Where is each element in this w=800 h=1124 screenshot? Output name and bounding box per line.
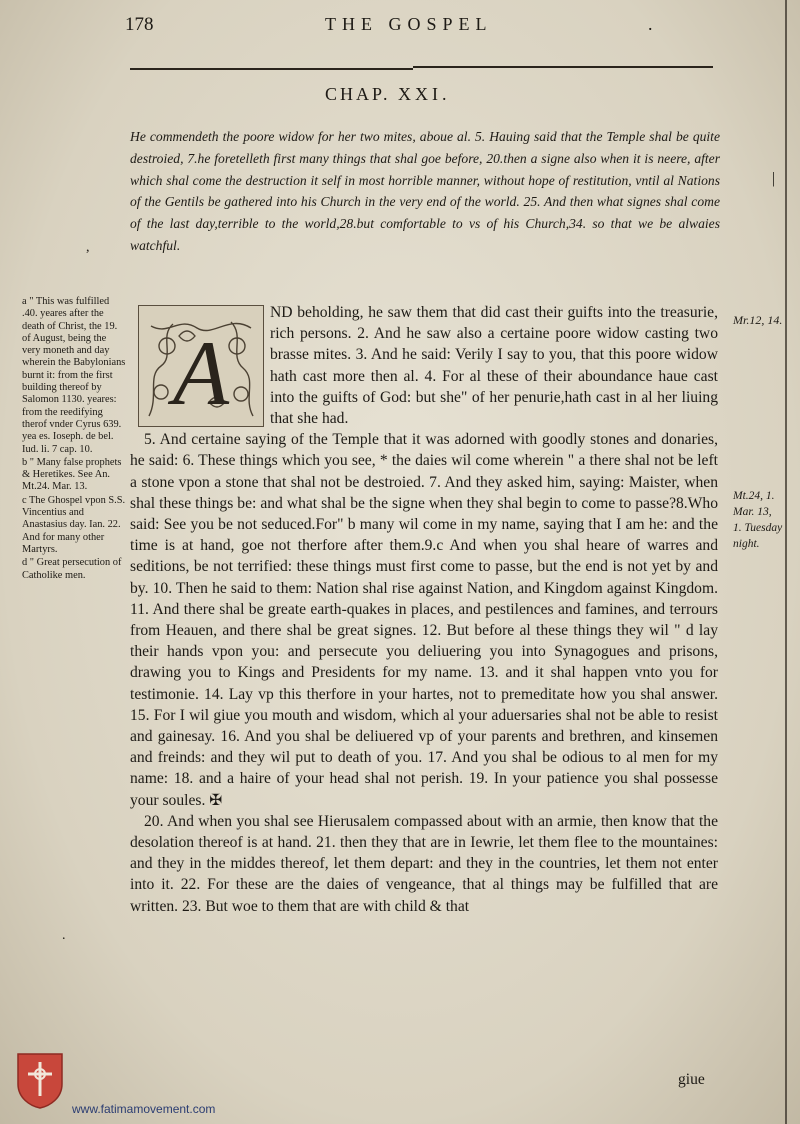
left-margin-notes — [22, 296, 126, 583]
margin-dot: . — [62, 928, 66, 943]
running-title: THE GOSPEL — [325, 14, 493, 34]
page-number: 178 — [125, 14, 154, 35]
footer-url[interactable]: www.fatimamovement.com — [72, 1102, 216, 1116]
verse-paragraph-1-lead — [270, 302, 718, 429]
right-margin-note: Mr.12, 14. — [733, 313, 783, 327]
header-rule-left — [130, 68, 413, 70]
chapter-heading — [325, 84, 451, 105]
gospel-text — [130, 302, 718, 917]
catchword: giue — [678, 1071, 705, 1088]
page-edge-rule — [785, 0, 787, 1124]
shield-logo — [14, 1050, 66, 1110]
verse-paragraph-2: 5. And certaine saying of the Temple that it was adorned with goodly stones and donaries, he said: 6. These things which you see, * the daies wil come wherein " a there shal not be left a stone vpon a stone that shal not be destroied. 7. And they asked him, saying: Maister, when shal these things be: and what shal be the signe when they shal begin to come to passe?8.Who said: See you be not seduced.For" b many wil come in my name, saying that I am he: and the time is at hand, goe not therfore after them.9.c And when you shal heare of warres and seditions, be not terrified: these things must first come to passe, but the end is not yet by and by. 10. Then he said to them: Nation shal rise against Nation, and Kingdom against Kingdom. 11. And there shal be greate earth-quakes in places, and pestilences and famines, and terrours from Heauen, and there shal be great signes. 12. But before al these things they wil " d lay their hands vpon you: and persecute you deliuering you into Synagogues and prisons, drawing you to Kings and Presidents for my name. 13. and it shal happen vnto you for testimonie. 14. Lay vp this therfore in your hartes, not to premeditate how you shal answer. 15. For I wil giue you mouth and wisdom, which al your aduersaries shal not be able to resist and gainesay. 16. And you shal be deliuered vp of your parents and brethren, and kinsemen and freinds: and they wil put to death of you. 17. And you shal be odious to al men for my name: 18. and a haire of your head shal not perish. 19. In your patience you shal possesse your soules. ✠ — [130, 431, 718, 809]
argument-right-mark: | — [772, 170, 776, 187]
header-mark: . — [648, 14, 653, 34]
right-margin-note: Mt.24, 1. Mar. 13, 1. Tuesday night. — [733, 490, 783, 550]
verse-paragraph-3: 20. And when you shal see Hierusalem compassed about with an armie, then know that the desolation thereof is at hand. 21. then they that are in Iewrie, let them flee to the mountaines: and they in the middes thereof, let them depart: and they in the countries, let them not enter into it. 22. For these are the daies of vengeance, that al things may be fulfilled that are written. 23. But woe to them that are with child & that — [130, 812, 718, 915]
margin-note: b " Many false prophets & Heretikes. See An. Mt.24. Mar. 13. — [22, 456, 122, 493]
margin-note: d " Great persecution of Catholike men. — [22, 557, 122, 581]
margin-note: c The Ghospel vpon S.S. Vincentius and Anastasius day. Ian. 22. And for many other Martyrs. — [22, 494, 126, 555]
header-rule-right — [413, 66, 713, 68]
chapter-label: CHAP. — [325, 84, 391, 104]
verse-paragraph-1: ND beholding, he saw them that did cast their guifts into the treasurie, rich persons. 2. And he saw also a certaine poore widow casting two brasse mites. 3. And he said: Verily I say to you, that this poore widow hath cast more then al. 4. For al these of their aboundance haue cast into the guifts of God: but she" of her penurie,hath cast in al her liuing that she had. — [270, 304, 718, 428]
dropcap-letter: A — [172, 322, 230, 424]
chapter-argument: He commendeth the poore widow for her two mites, aboue al. 5. Hauing said that the Temple shal be quite destroied, 7.he foretelleth first many things that shal goe before, 20.then a signe also when it is neere, after which shal come the destruction it self in most horrible manner, without hope of restitution, vntil al Nations of the Gentils be gathered into his Church in the very end of the world. 25. And then what signes shal come of the last day,terrible to the world,28.but comfortable to vs of his Church,34. so that we be alwaies watchful. — [130, 129, 720, 253]
argument-left-mark: , — [86, 240, 90, 255]
chapter-number: XXI. — [398, 84, 451, 104]
margin-note: a " This was fulfilled .40. yeares after the death of Christ, the 19. of August, being the very moneth and day wherein the Babylonians burnt it: from the first building thereof by Salomon 1130. yeares: from the reedifying therof vnder Cyrus 639. yea es. Ioseph. de bel. Iud. li. 7 cap. 10. — [22, 296, 126, 455]
